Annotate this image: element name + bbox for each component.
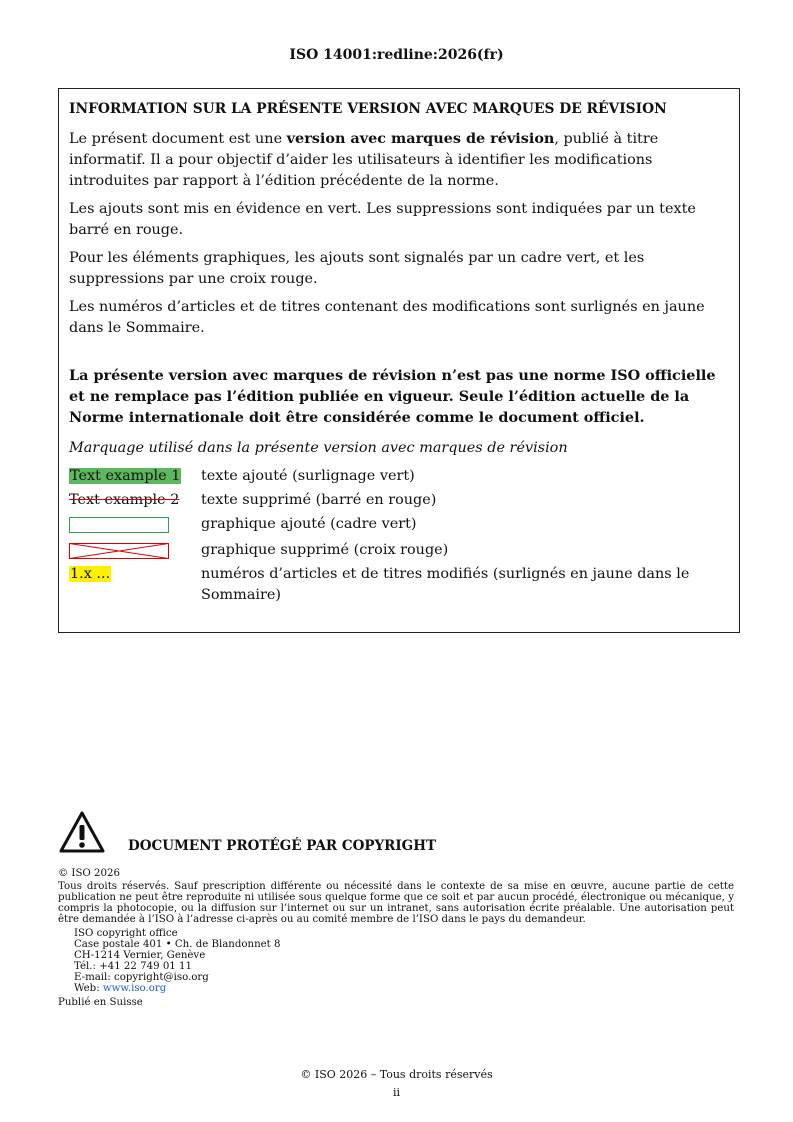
deleted-text-description: texte supprimé (barré en rouge) [201, 492, 437, 508]
page-number: ii [392, 1086, 401, 1099]
official-version-warning: La présente version avec marques de révision n’est pas une norme ISO officielle et ne remplace pas l’édition publiée en vigueur. Seule l’édition actuelle de la Norme internationale doit être considérée comme le document officiel. [69, 367, 716, 426]
legend-caption: Marquage utilisé dans la présente version avec marques de révision [69, 440, 568, 456]
info-paragraph-2: Les ajouts sont mis en évidence en vert. Les suppressions sont indiquées par un texte barré en rouge. [69, 201, 696, 238]
legend-row-added-graphic [69, 514, 729, 540]
address-web-label: Web: [74, 983, 103, 994]
published-in: Publié en Suisse [58, 997, 143, 1008]
redline-info-box [58, 88, 740, 633]
address-city: CH-1214 Vernier, Genève [74, 950, 206, 961]
address-email: E-mail: copyright@iso.org [74, 972, 209, 983]
info-paragraph-4: Les numéros d’articles et de titres contenant des modifications sont surlignés en jaune dans le Sommaire. [69, 299, 705, 336]
deleted-graphic-description: graphique supprimé (croix rouge) [201, 542, 449, 558]
added-text-description: texte ajouté (surlignage vert) [201, 468, 415, 484]
info-p1-post: , publié à titre informatif. Il a pour objectif d’aider les utilisateurs à identifier les modifications introduites par rapport à l’édition précédente de la norme. [69, 131, 659, 189]
warning-triangle-icon [58, 810, 106, 854]
modified-numbers-description: numéros d’articles et de titres modifiés (surlignés en jaune dans le Sommaire) [201, 566, 690, 603]
address-office: ISO copyright office [74, 928, 178, 939]
iso-website-link[interactable]: www.iso.org [102, 983, 167, 994]
info-paragraph-1 [69, 128, 729, 192]
added-text-sample: Text example 1 [70, 468, 181, 484]
document-id-header: ISO 14001:redline:2026(fr) [289, 47, 504, 63]
address-street: Case postale 401 • Ch. de Blandonnet 8 [74, 939, 281, 950]
legend-row-modified-numbers [69, 564, 729, 606]
info-box-title: INFORMATION SUR LA PRÉSENTE VERSION AVEC MARQUES DE RÉVISION [69, 101, 667, 117]
legend-row-deleted-graphic [69, 540, 729, 564]
address-web [74, 983, 734, 994]
red-cross-sample [69, 543, 169, 559]
page-footer [0, 1066, 793, 1102]
deleted-text-sample: Text example 2 [69, 492, 180, 508]
info-paragraph-3: Pour les éléments graphiques, les ajouts sont signalés par un cadre vert, et les suppressions par une croix rouge. [69, 250, 645, 287]
copyright-address [74, 928, 734, 994]
yellow-highlight-sample: 1.x ... [70, 566, 111, 582]
legend-row-added-text [69, 466, 729, 490]
footer-rights: © ISO 2026 – Tous droits réservés [300, 1068, 493, 1081]
copyright-year: © ISO 2026 [58, 868, 120, 879]
green-frame-sample [69, 517, 169, 533]
legend-row-deleted-text [69, 490, 729, 514]
added-graphic-description: graphique ajouté (cadre vert) [201, 516, 417, 532]
copyright-heading [58, 806, 734, 854]
info-p1-bold: version avec marques de révision [286, 130, 555, 147]
copyright-title: DOCUMENT PROTÉGÉ PAR COPYRIGHT [128, 838, 437, 854]
info-p1-pre: Le présent document est une [69, 131, 287, 147]
copyright-section [58, 806, 734, 1008]
address-phone: Tél.: +41 22 749 01 11 [74, 961, 192, 972]
copyright-body: Tous droits réservés. Sauf prescription différente ou nécessité dans le contexte de sa mise en œuvre, aucune partie de cette publication ne peut être reproduite ni utilisée sous quelque forme que ce soit et par aucun procédé, électronique ou mécanique, y compris la photocopie, ou la diffusion sur l’internet ou sur un intranet, sans autorisation écrite préalable. Une autorisation peut être demandée à l’ISO à l’adresse ci-après ou au comité membre de l’ISO dans le pays du demandeur. [58, 881, 734, 925]
